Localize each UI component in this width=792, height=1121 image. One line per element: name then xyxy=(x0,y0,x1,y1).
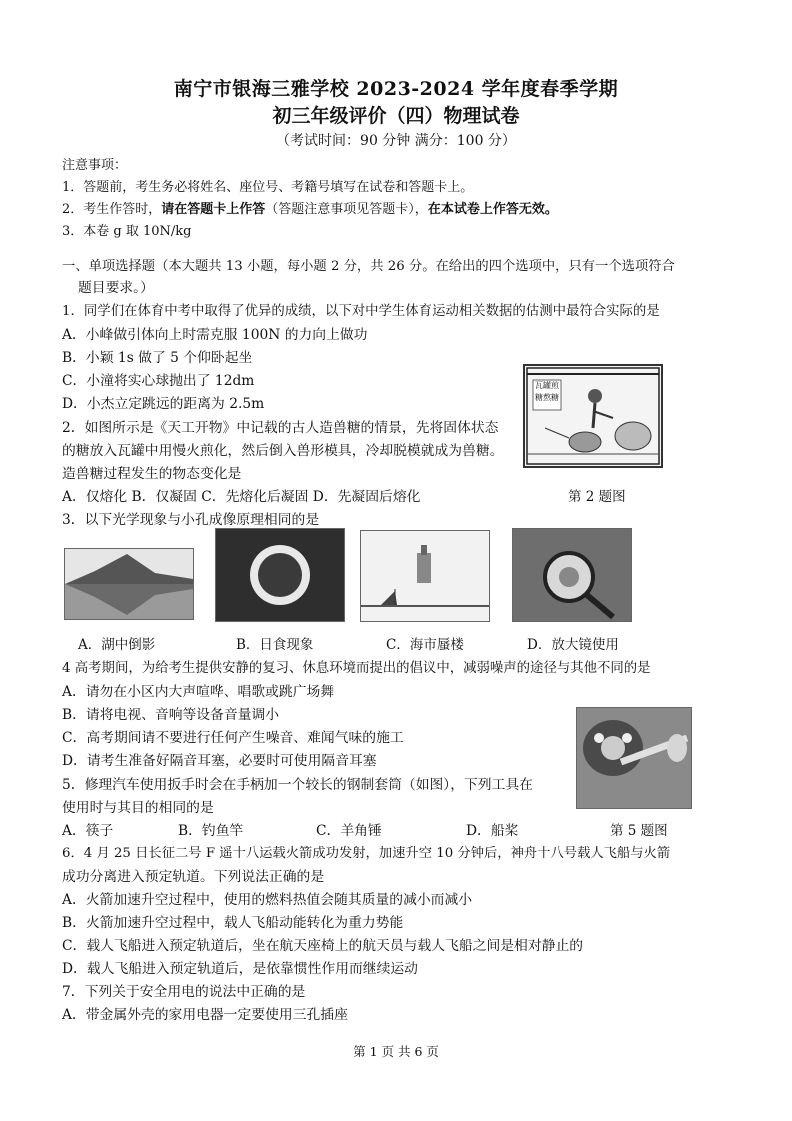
q2-figure xyxy=(523,364,663,468)
q7-option-a: A．带金属外壳的家用电器一定要使用三孔插座 xyxy=(62,1007,348,1023)
notes-item-2 xyxy=(62,198,558,217)
q1-stem: 1．同学们在体育中考中取得了优异的成绩，以下对中学生体育运动相关数据的估测中最符合实际的是 xyxy=(62,304,660,319)
exam-title: 初三年级评价（四）物理试卷 xyxy=(272,105,520,127)
school-title: 南宁市银海三雅学校 2023-2024 学年度春季学期 xyxy=(173,78,619,100)
q5-figure-caption: 第 5 题图 xyxy=(610,823,668,839)
q1-option-b: B．小颖 1s 做了 5 个仰卧起坐 xyxy=(62,350,253,366)
q2-figure-label-2: 糖熬糖 xyxy=(535,393,559,402)
q4-option-d: D．请考生准备好隔音耳塞，必要时可使用隔音耳塞 xyxy=(62,753,377,769)
q5-option-d: D．船桨 xyxy=(466,823,519,839)
q3-option-a: A．湖中倒影 xyxy=(78,637,156,653)
q6-option-a: A．火箭加速升空过程中，使用的燃料热值会随其质量的减小而减小 xyxy=(62,892,473,908)
notes-item-2-d: 在本试卷上作答无效。 xyxy=(427,202,558,217)
q6-option-c: C．载人飞船进入预定轨道后，坐在航天座椅上的航天员与载人飞船之间是相对静止的 xyxy=(62,938,584,954)
q4-option-a: A．请勿在小区内大声喧哗、唱歌或跳广场舞 xyxy=(62,684,335,700)
wrench-photo-icon xyxy=(577,708,691,808)
q4-stem: 4 高考期间，为给考生提供安静的复习、休息环境而提出的倡议中，减弱噪声的途径与其他不同的是 xyxy=(62,661,651,676)
q4-option-c: C．高考期间请不要进行任何产生噪音、难闻气味的施工 xyxy=(62,730,404,746)
q3-option-d: D．放大镜使用 xyxy=(527,637,619,653)
q1-option-a: A．小峰做引体向上时需克服 100N 的力向上做功 xyxy=(62,327,368,343)
q3-stem: 3．以下光学现象与小孔成像原理相同的是 xyxy=(62,512,320,528)
q2-figure-caption: 第 2 题图 xyxy=(568,489,626,505)
q3-image-lake-reflection xyxy=(64,548,194,620)
notes-item-2-c: （答题注意事项见答题卡）， xyxy=(265,202,428,217)
notes-item-2-b: 请在答题卡上作答 xyxy=(161,202,266,217)
q5-option-c: C．羊角锤 xyxy=(316,823,382,839)
exam-time-line: （考试时间：90 分钟 满分：100 分） xyxy=(276,133,516,149)
q5-figure xyxy=(576,707,692,809)
q2-stem-1: 2．如图所示是《天工开物》中记载的古人造兽糖的情景，先将固体状态 xyxy=(62,420,499,436)
mountain-reflection-icon xyxy=(65,549,193,619)
notes-title: 注意事项： xyxy=(62,158,128,173)
section-heading-line1: 一、单项选择题（本大题共 13 小题，每小题 2 分，共 26 分。在给出的四个选项中，只有一个选项符合 xyxy=(62,259,675,274)
q5-stem-1: 5．修理汽车使用扳手时会在手柄加一个较长的钢制套筒（如图），下列工具在 xyxy=(62,777,533,793)
q2-stem-2: 的糖放入瓦罐中用慢火煎化，然后倒入兽形模具，冷却脱模就成为兽糖。 xyxy=(62,443,504,459)
q6-stem-1: 6．4 月 25 日长征二号 F 遥十八运载火箭成功发射，加速升空 10 分钟后，神舟十八号载人飞船与火箭 xyxy=(62,846,671,861)
q1-option-d: D．小杰立定跳远的距离为 2.5m xyxy=(62,396,265,412)
q4-option-b: B．请将电视、音响等设备音量调小 xyxy=(62,707,280,723)
page-number: 第 1 页 共 6 页 xyxy=(353,1044,439,1059)
q1-option-c: C．小潼将实心球抛出了 12dm xyxy=(62,373,255,389)
mirage-icon xyxy=(361,531,489,621)
q5-option-a: A．筷子 xyxy=(62,823,114,839)
q5-stem-2: 使用时与其目的相同的是 xyxy=(62,800,214,816)
q2-stem-3: 造兽糖过程发生的物态变化是 xyxy=(62,466,242,482)
q3-image-magnifier xyxy=(512,528,632,622)
eclipse-icon xyxy=(216,529,344,621)
q7-stem: 7．下列关于安全用电的说法中正确的是 xyxy=(62,984,306,1000)
notes-item-1: 1．答题前，考生务必将姓名、座位号、考籍号填写在试卷和答题卡上。 xyxy=(62,180,474,195)
section-heading-line2: 题目要求。） xyxy=(78,280,154,296)
q6-option-b: B．火箭加速升空过程中，载人飞船动能转化为重力势能 xyxy=(62,915,404,931)
q2-figure-label-1: 瓦罐煎 xyxy=(535,381,559,390)
notes-item-3: 3．本卷 g 取 10N/kg xyxy=(62,224,192,239)
q3-image-eclipse xyxy=(215,528,345,622)
q6-stem-2: 成功分离进入预定轨道。下列说法正确的是 xyxy=(62,869,325,885)
magnifier-icon xyxy=(513,529,631,621)
q5-option-b: B．钓鱼竿 xyxy=(178,823,244,839)
q3-option-b: B．日食现象 xyxy=(236,637,314,653)
q3-image-mirage xyxy=(360,530,490,622)
q3-option-c: C．海市蜃楼 xyxy=(386,637,464,653)
q2-options: A．仅熔化 B．仅凝固 C．先熔化后凝固 D．先凝固后熔化 xyxy=(62,489,421,505)
q6-option-d: D．载人飞船进入预定轨道后，是依靠惯性作用而继续运动 xyxy=(62,961,418,977)
notes-item-2-a: 2．考生作答时， xyxy=(62,202,162,217)
